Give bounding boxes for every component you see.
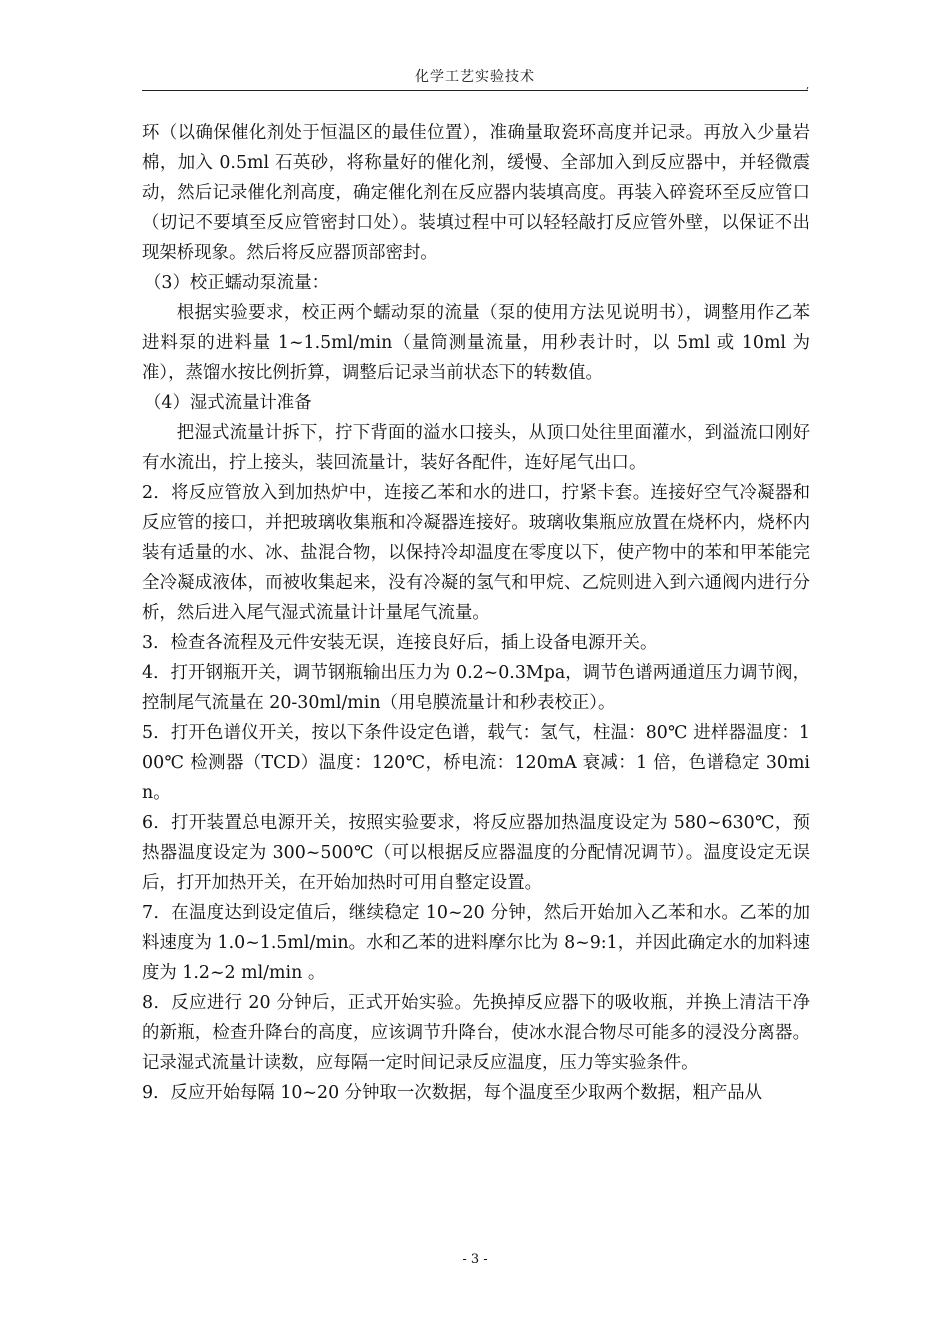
step-paragraph: 6．打开装置总电源开关，按照实验要求，将反应器加热温度设定为 580~630℃，预热器温度设定为 300~500℃（可以根据反应器温度的分配情况调节）。温度设定无误后，打开加热开关，在开始加热时可用自整定设置。 <box>142 813 810 893</box>
body-text <box>142 118 810 1108</box>
running-header: 化学工艺实验技术 <box>415 69 535 85</box>
page-number: - 3 - <box>462 1252 488 1267</box>
paragraph: 环（以确保催化剂处于恒温区的最佳位置），准确量取瓷环高度并记录。再放入少量岩棉，加入 0.5ml 石英砂，将称量好的催化剂，缓慢、全部加入到反应器中，并轻微震动，然后记录催化剂高度，确定催化剂在反应器内装填高度。再装入碎瓷环至反应管口（切记不要填至反应管密封口处）。装填过程中可以轻轻敲打反应管外壁，以保证不出现架桥现象。然后将反应器顶部密封。 <box>142 123 810 263</box>
step-paragraph: 7．在温度达到设定值后，继续稳定 10~20 分钟，然后开始加入乙苯和水。乙苯的加料速度为 1.0~1.5ml/min。水和乙苯的进料摩尔比为 8~9:1，并因此确定水的加料速度为 1.2~2 ml/min 。 <box>142 903 810 983</box>
step-paragraph: 5．打开色谱仪开关，按以下条件设定色谱，载气：氢气，柱温：80℃ 进样器温度：100℃ 检测器（TCD）温度：120℃，桥电流：120mA 衰减：1 倍，色谱稳定 30min。 <box>142 723 810 803</box>
section-heading: （4）湿式流量计准备 <box>144 393 312 413</box>
step-paragraph: 2．将反应管放入到加热炉中，连接乙苯和水的进口，拧紧卡套。连接好空气冷凝器和反应管的接口，并把玻璃收集瓶和冷凝器连接好。玻璃收集瓶应放置在烧杯内，烧杯内装有适量的水、冰、盐混合物，以保持冷却温度在零度以下，使产物中的苯和甲苯能完全冷凝成液体，而被收集起来，没有冷凝的氢气和甲烷、乙烷则进入到六通阀内进行分析，然后进入尾气湿式流量计计量尾气流量。 <box>142 483 810 623</box>
step-paragraph: 8．反应进行 20 分钟后，正式开始实验。先换掉反应器下的吸收瓶，并换上清洁干净的新瓶，检查升降台的高度，应该调节升降台，使冰水混合物尽可能多的浸没分离器。记录湿式流量计读数，应每隔一定时间记录反应温度，压力等实验条件。 <box>142 993 810 1073</box>
step-paragraph: 9．反应开始每隔 10~20 分钟取一次数据，每个温度至少取两个数据，粗产品从 <box>142 1083 763 1103</box>
step-paragraph: 4．打开钢瓶开关，调节钢瓶输出压力为 0.2~0.3Mpa，调节色谱两通道压力调节阀，控制尾气流量在 20-30ml/min（用皂膜流量计和秒表校正）。 <box>142 663 810 713</box>
paragraph: 根据实验要求，校正两个蠕动泵的流量（泵的使用方法见说明书），调整用作乙苯进料泵的进料量 1~1.5ml/min（量筒测量流量，用秒表计时，以 5ml 或 10ml 为准），蒸馏水按比例折算，调整后记录当前状态下的转数值。 <box>142 303 810 383</box>
paragraph: 把湿式流量计拆下，拧下背面的溢水口接头，从顶口处往里面灌水，到溢流口刚好有水流出，拧上接头，装回流量计，装好各配件，连好尾气出口。 <box>142 423 810 473</box>
header-rule <box>142 90 808 91</box>
header-mark: , <box>806 80 810 91</box>
step-paragraph: 3．检查各流程及元件安装无误，连接良好后，插上设备电源开关。 <box>142 633 658 653</box>
section-heading: （3）校正蠕动泵流量： <box>144 273 329 293</box>
